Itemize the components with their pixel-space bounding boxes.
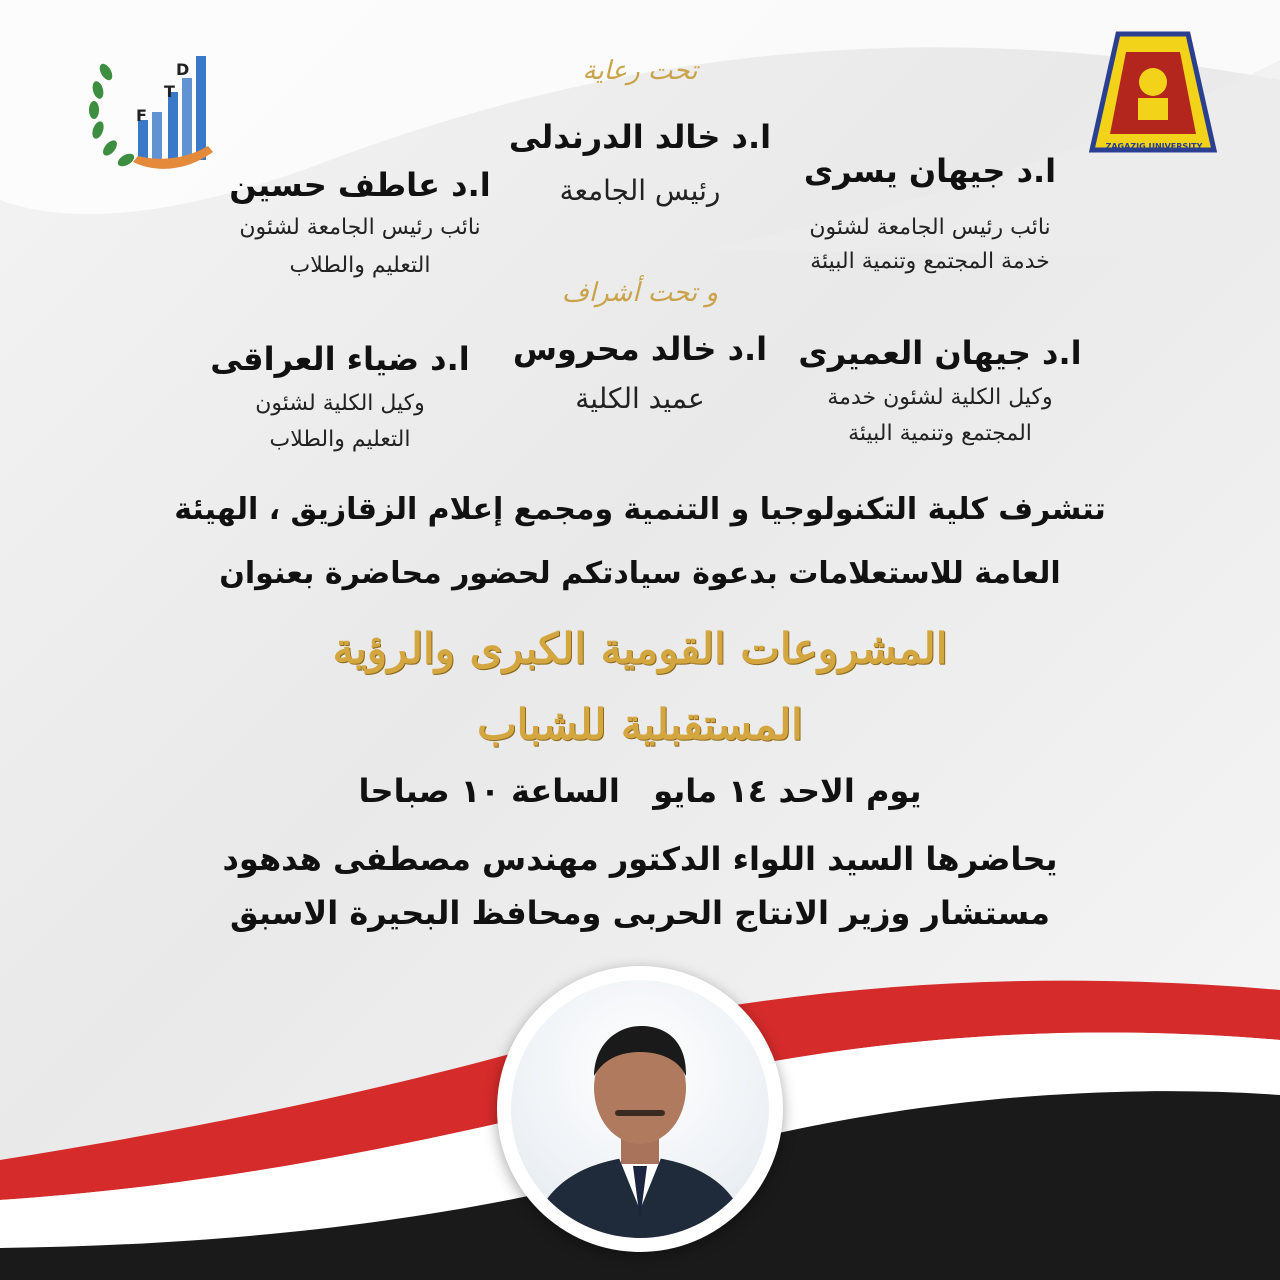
seal-text: ZAGAZIG UNIVERSITY [1105,142,1203,151]
lecture-title-line1: المشروعات القومية الكبرى والرؤية [332,624,948,673]
vice-dean-community-name: ا.د جيهان العميرى [798,334,1082,372]
vice-dean-education-name: ا.د ضياء العراقى [210,340,470,378]
speaker-photo [511,980,769,1238]
vp-community-name: ا.د جيهان يسرى [803,152,1057,190]
ftd-letter-t: T [164,82,175,101]
vice-dean-community-role-line2: المجتمع وتنمية البيئة [848,421,1032,446]
supervision-label: و تحت أشراف [561,278,719,308]
speaker-photo-frame [497,966,783,1252]
vp-education-role-line1: نائب رئيس الجامعة لشئون [239,215,481,240]
president-name: ا.د خالد الدرندلى [508,118,772,156]
speaker-line1: يحاضرها السيد اللواء الدكتور مهندس مصطفى هدهود [222,840,1058,878]
vice-dean-education-role-line2: التعليم والطلاب [269,427,411,452]
vp-education-role-line2: التعليم والطلاب [289,253,431,278]
patronage-label: تحت رعاية [582,56,698,86]
bar-growth-hand-icon [78,42,228,182]
dean-name: ا.د خالد محروس [512,330,768,368]
ftd-letter-f: F [136,106,147,125]
president-role: رئيس الجامعة [559,174,721,207]
invitation-line1: تتشرف كلية التكنولوجيا و التنمية ومجمع إعلام الزقازيق ، الهيئة [174,492,1106,527]
vice-dean-education-role-line1: وكيل الكلية لشئون [255,391,425,416]
invitation-line2: العامة للاستعلامات بدعوة سيادتكم لحضور محاضرة بعنوان [219,556,1061,591]
ftd-logo [78,42,228,182]
person-portrait-icon [511,980,769,1238]
vice-dean-community-role-line1: وكيل الكلية لشئون خدمة [827,385,1053,410]
university-seal [1088,30,1218,166]
vp-community-role-line1: نائب رئيس الجامعة لشئون [809,215,1051,240]
lecture-title-line2: المستقبلية للشباب [477,700,803,749]
ftd-letter-d: D [176,60,190,79]
dean-role: عميد الكلية [575,382,705,415]
vp-community-role-line2: خدمة المجتمع وتنمية البيئة [810,249,1050,274]
vp-education-name: ا.د عاطف حسين [229,166,491,204]
lecture-datetime: يوم الاحد ١٤ مايو الساعة ١٠ صباحا [358,772,922,810]
speaker-line2: مستشار وزير الانتاج الحربى ومحافظ البحيرة الاسبق [230,894,1050,932]
